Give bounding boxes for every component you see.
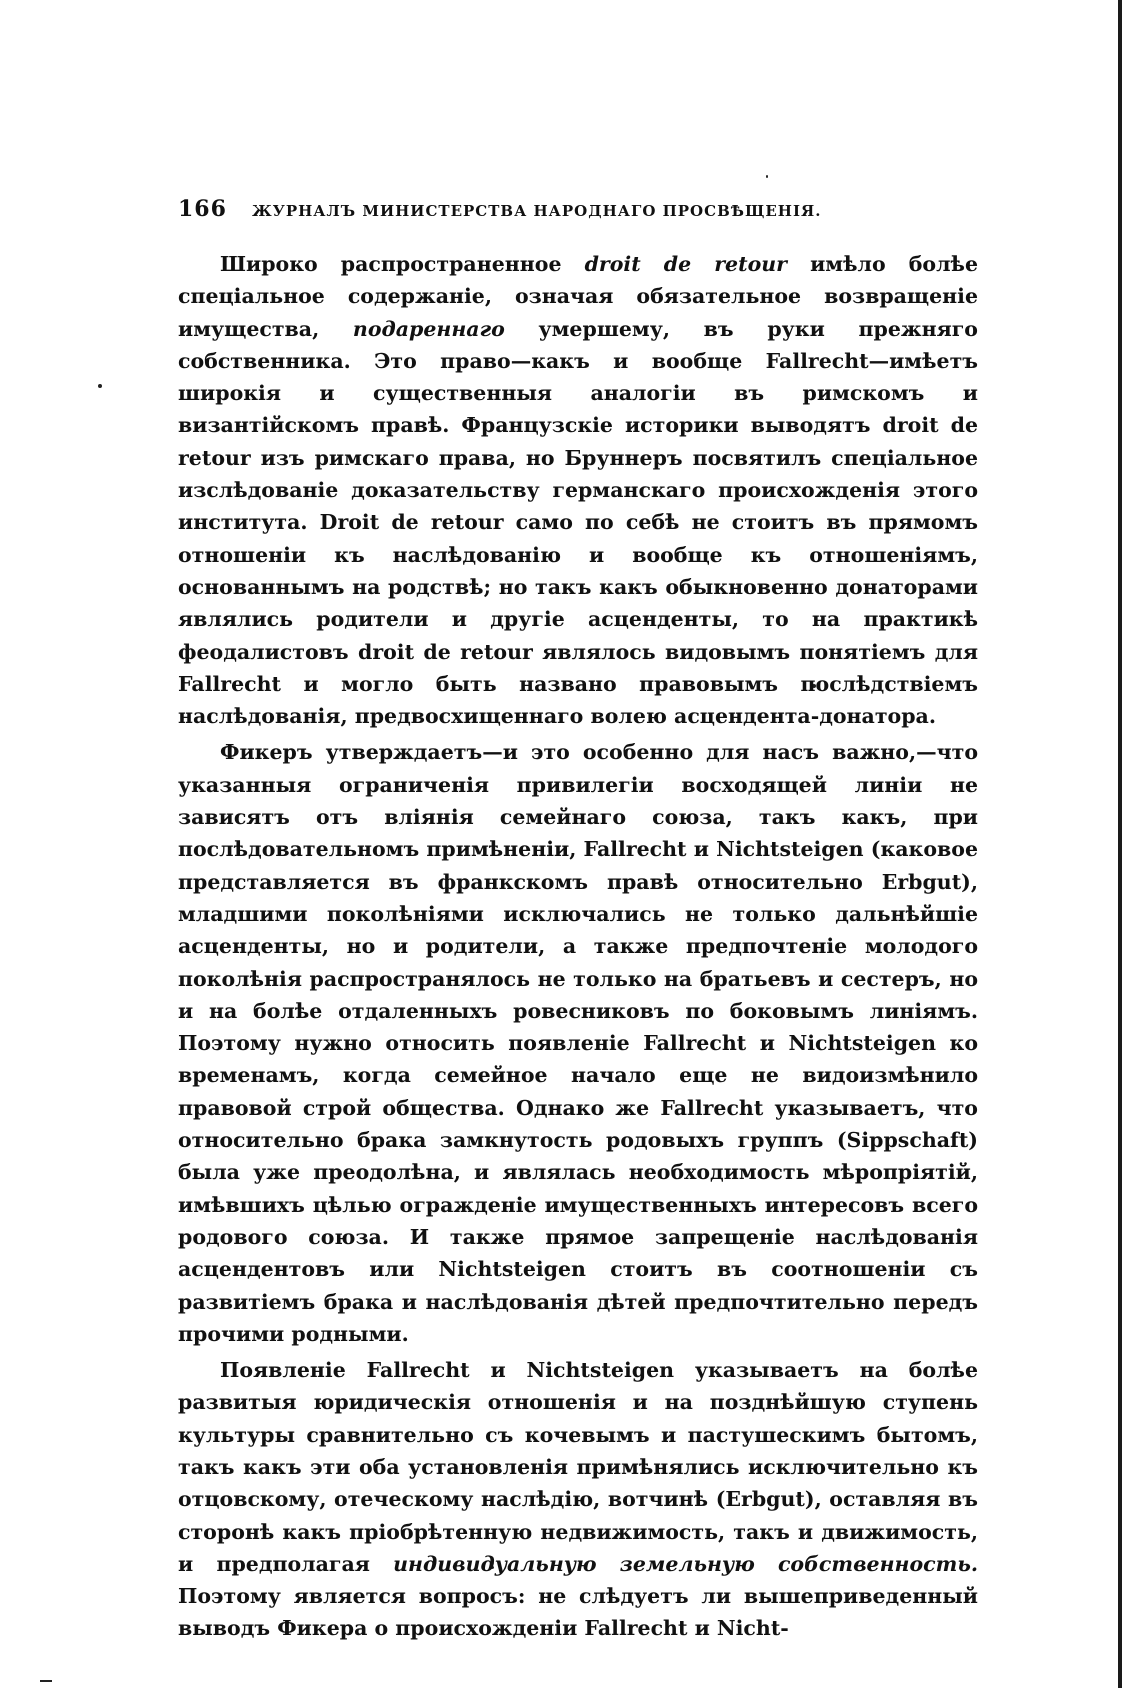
- paragraph-1: [178, 248, 978, 732]
- page-binding-edge: [1118, 0, 1122, 1688]
- italic-segment: индивидуальную земельную собственность.: [393, 1551, 978, 1576]
- print-speck: [766, 175, 768, 178]
- text-segment: умершему, въ руки прежняго собственника. Это право—какъ и вообще Fallrecht—имѣетъ широкія и существенныя аналогіи въ римскомъ и византійскомъ правѣ. Французскіе историки выводятъ droit de retour изъ римскаго права, но Бруннеръ посвятилъ спеціальное изслѣдованіе доказательству германскаго происхожденія этого института. Droit de retour само по себѣ не стоитъ въ прямомъ отношеніи къ наслѣдованію и вообще къ отношеніямъ, основаннымъ на родствѣ; но такъ какъ обыкновенно донаторами являлись родители и другіе асценденты, то на практикѣ феодалистовъ droit de retour являлось видовымъ понятіемъ для Fallrecht и могло быть названо правовымъ послѣдствіемъ наслѣдованія, предвосхищеннаго волею асцендента-донатора.: [178, 316, 978, 729]
- text-segment: Появленіе Fallrecht и Nichtsteigen указываетъ на болѣе развитыя юридическія отношенія и на позднѣйшую ступень культуры сравнительно съ кочевымъ и пастушескимъ бытомъ, такъ какъ эти оба установленія примѣнялись исключительно къ отцовскому, отеческому наслѣдію, вотчинѣ (Erbgut), оставляя въ сторонѣ какъ пріобрѣтенную недвижимость, такъ и движимость, и предполагая: [178, 1358, 978, 1576]
- page-number: 166: [178, 196, 227, 222]
- print-speck: [40, 1680, 52, 1682]
- running-head: [178, 196, 978, 232]
- italic-segment: droit de retour: [584, 252, 787, 276]
- print-speck: [98, 384, 102, 388]
- paragraph-3: [178, 1354, 978, 1645]
- text-segment: имѣло болѣе спеціальное содержаніе, означая обязательное возвращеніе имущества,: [178, 252, 978, 341]
- italic-segment: подареннаго: [352, 316, 505, 341]
- text-segment: Широко распространенное: [220, 252, 585, 276]
- journal-title: ЖУРНАЛЪ МИНИСТЕРСТВА НАРОДНАГО ПРОСВѢЩЕНІЯ.: [252, 202, 822, 220]
- book-page: [178, 196, 978, 1649]
- text-segment: Поэтому является вопросъ: не слѣдуетъ ли вышеприведенный выводъ Фикера о происхожденіи Fallrecht и Nicht-: [178, 1584, 978, 1641]
- paragraph-2: [178, 736, 978, 1350]
- text-segment: Фикеръ утверждаетъ—и это особенно для насъ важно,—что указанныя ограниченія привилегіи восходящей линіи не зависятъ отъ вліянія семейнаго союза, такъ какъ, при послѣдовательномъ примѣненіи, Fallrecht и Nichtsteigen (каковое представляется въ франкскомъ правѣ относительно Erbgut), младшими поколѣніями исключались не только дальнѣйшіе асценденты, но и родители, а также предпочтеніе молодого поколѣнія распространялось не только на братьевъ и сестеръ, но и на болѣе отдаленныхъ ровесниковъ по боковымъ линіямъ. Поэтому нужно относить появленіе Fallrecht и Nichtsteigen ко временамъ, когда семейное начало еще не видоизмѣнило правовой строй общества. Однако же Fallrecht указываетъ, что относительно брака замкнутость родовыхъ группъ (Sippschaft) была уже преодолѣна, и являлась необходимость мѣропріятій, имѣвшихъ цѣлью огражденіе имущественныхъ интересовъ всего родового союза. И также прямое запрещеніе наслѣдованія асцендентовъ или Nichtsteigen стоитъ въ соотношеніи съ развитіемъ брака и наслѣдованія дѣтей предпочтительно передъ прочими родными.: [178, 740, 978, 1346]
